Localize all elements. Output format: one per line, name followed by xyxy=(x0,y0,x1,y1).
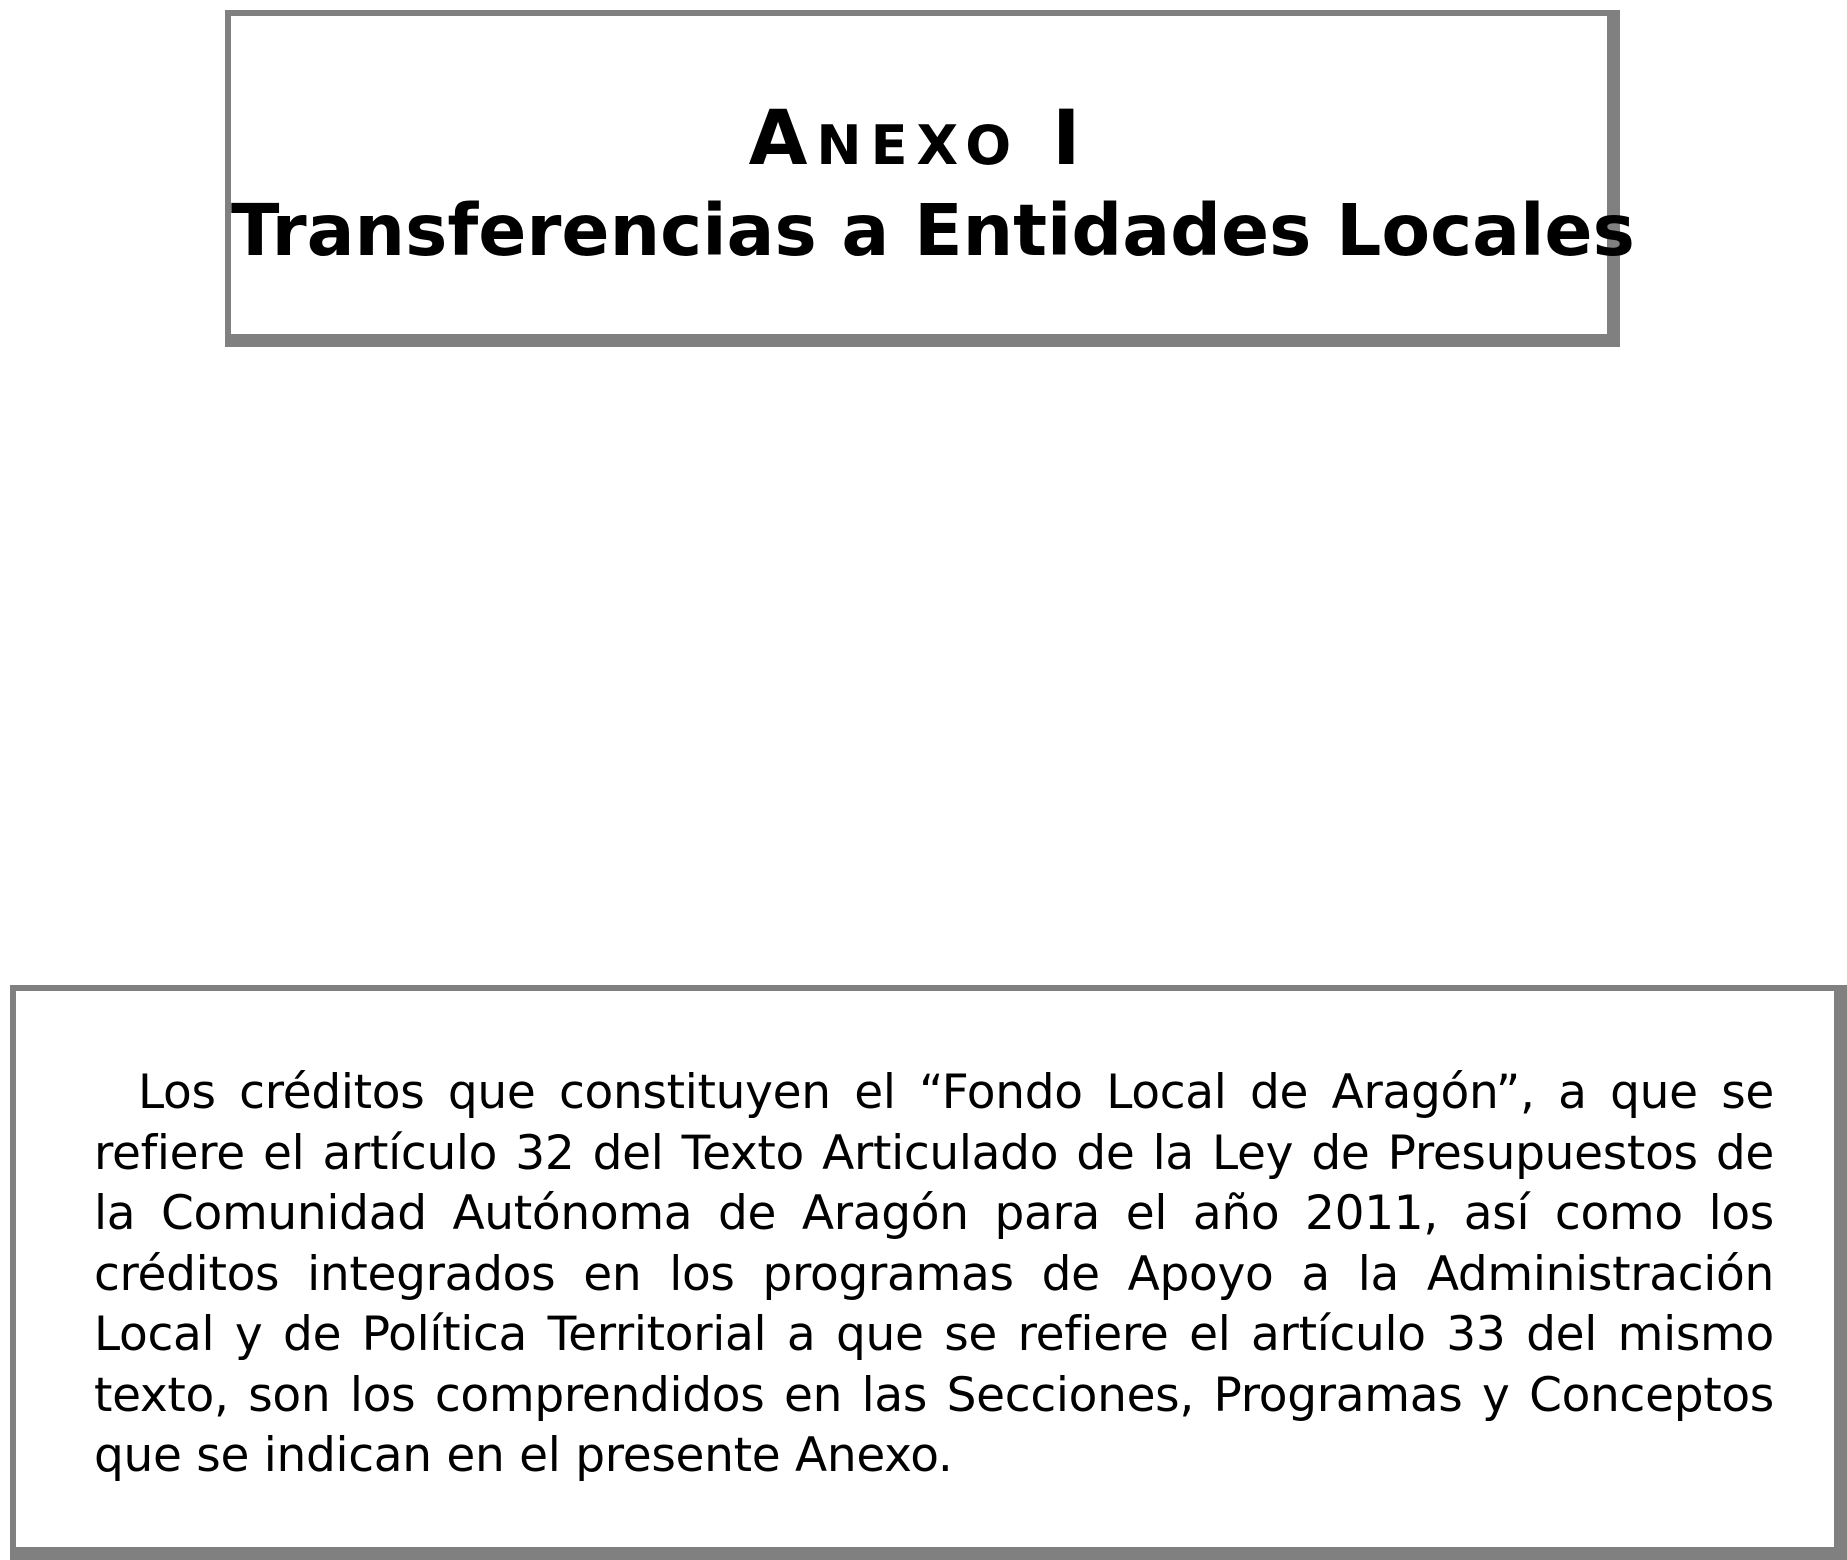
annex-title: Transferencias a Entidades Locales xyxy=(231,189,1635,272)
annex-title-frame xyxy=(225,10,1635,347)
annex-label xyxy=(231,93,1607,186)
annex-description-frame xyxy=(10,985,1847,1560)
annex-description-paragraph: Los créditos que constituyen el “Fondo Local de Aragón”, a que se refiere el artículo 32 del Texto Articulado de la Ley de Presupuestos de la Comunidad Autónoma de Aragón para el año 2011, así como los créditos integrados en los programas de Apoyo a la Administración Local y de Política Territorial a que se refiere el artículo 33 del mismo texto, son los comprendidos en las Secciones, Programas y Conceptos que se indican en el presente Anexo. xyxy=(94,1065,1774,1483)
annex-number: I xyxy=(1052,93,1090,182)
annex-label-initial: A xyxy=(748,93,817,182)
annex-label-rest: NEXO xyxy=(816,114,1021,177)
